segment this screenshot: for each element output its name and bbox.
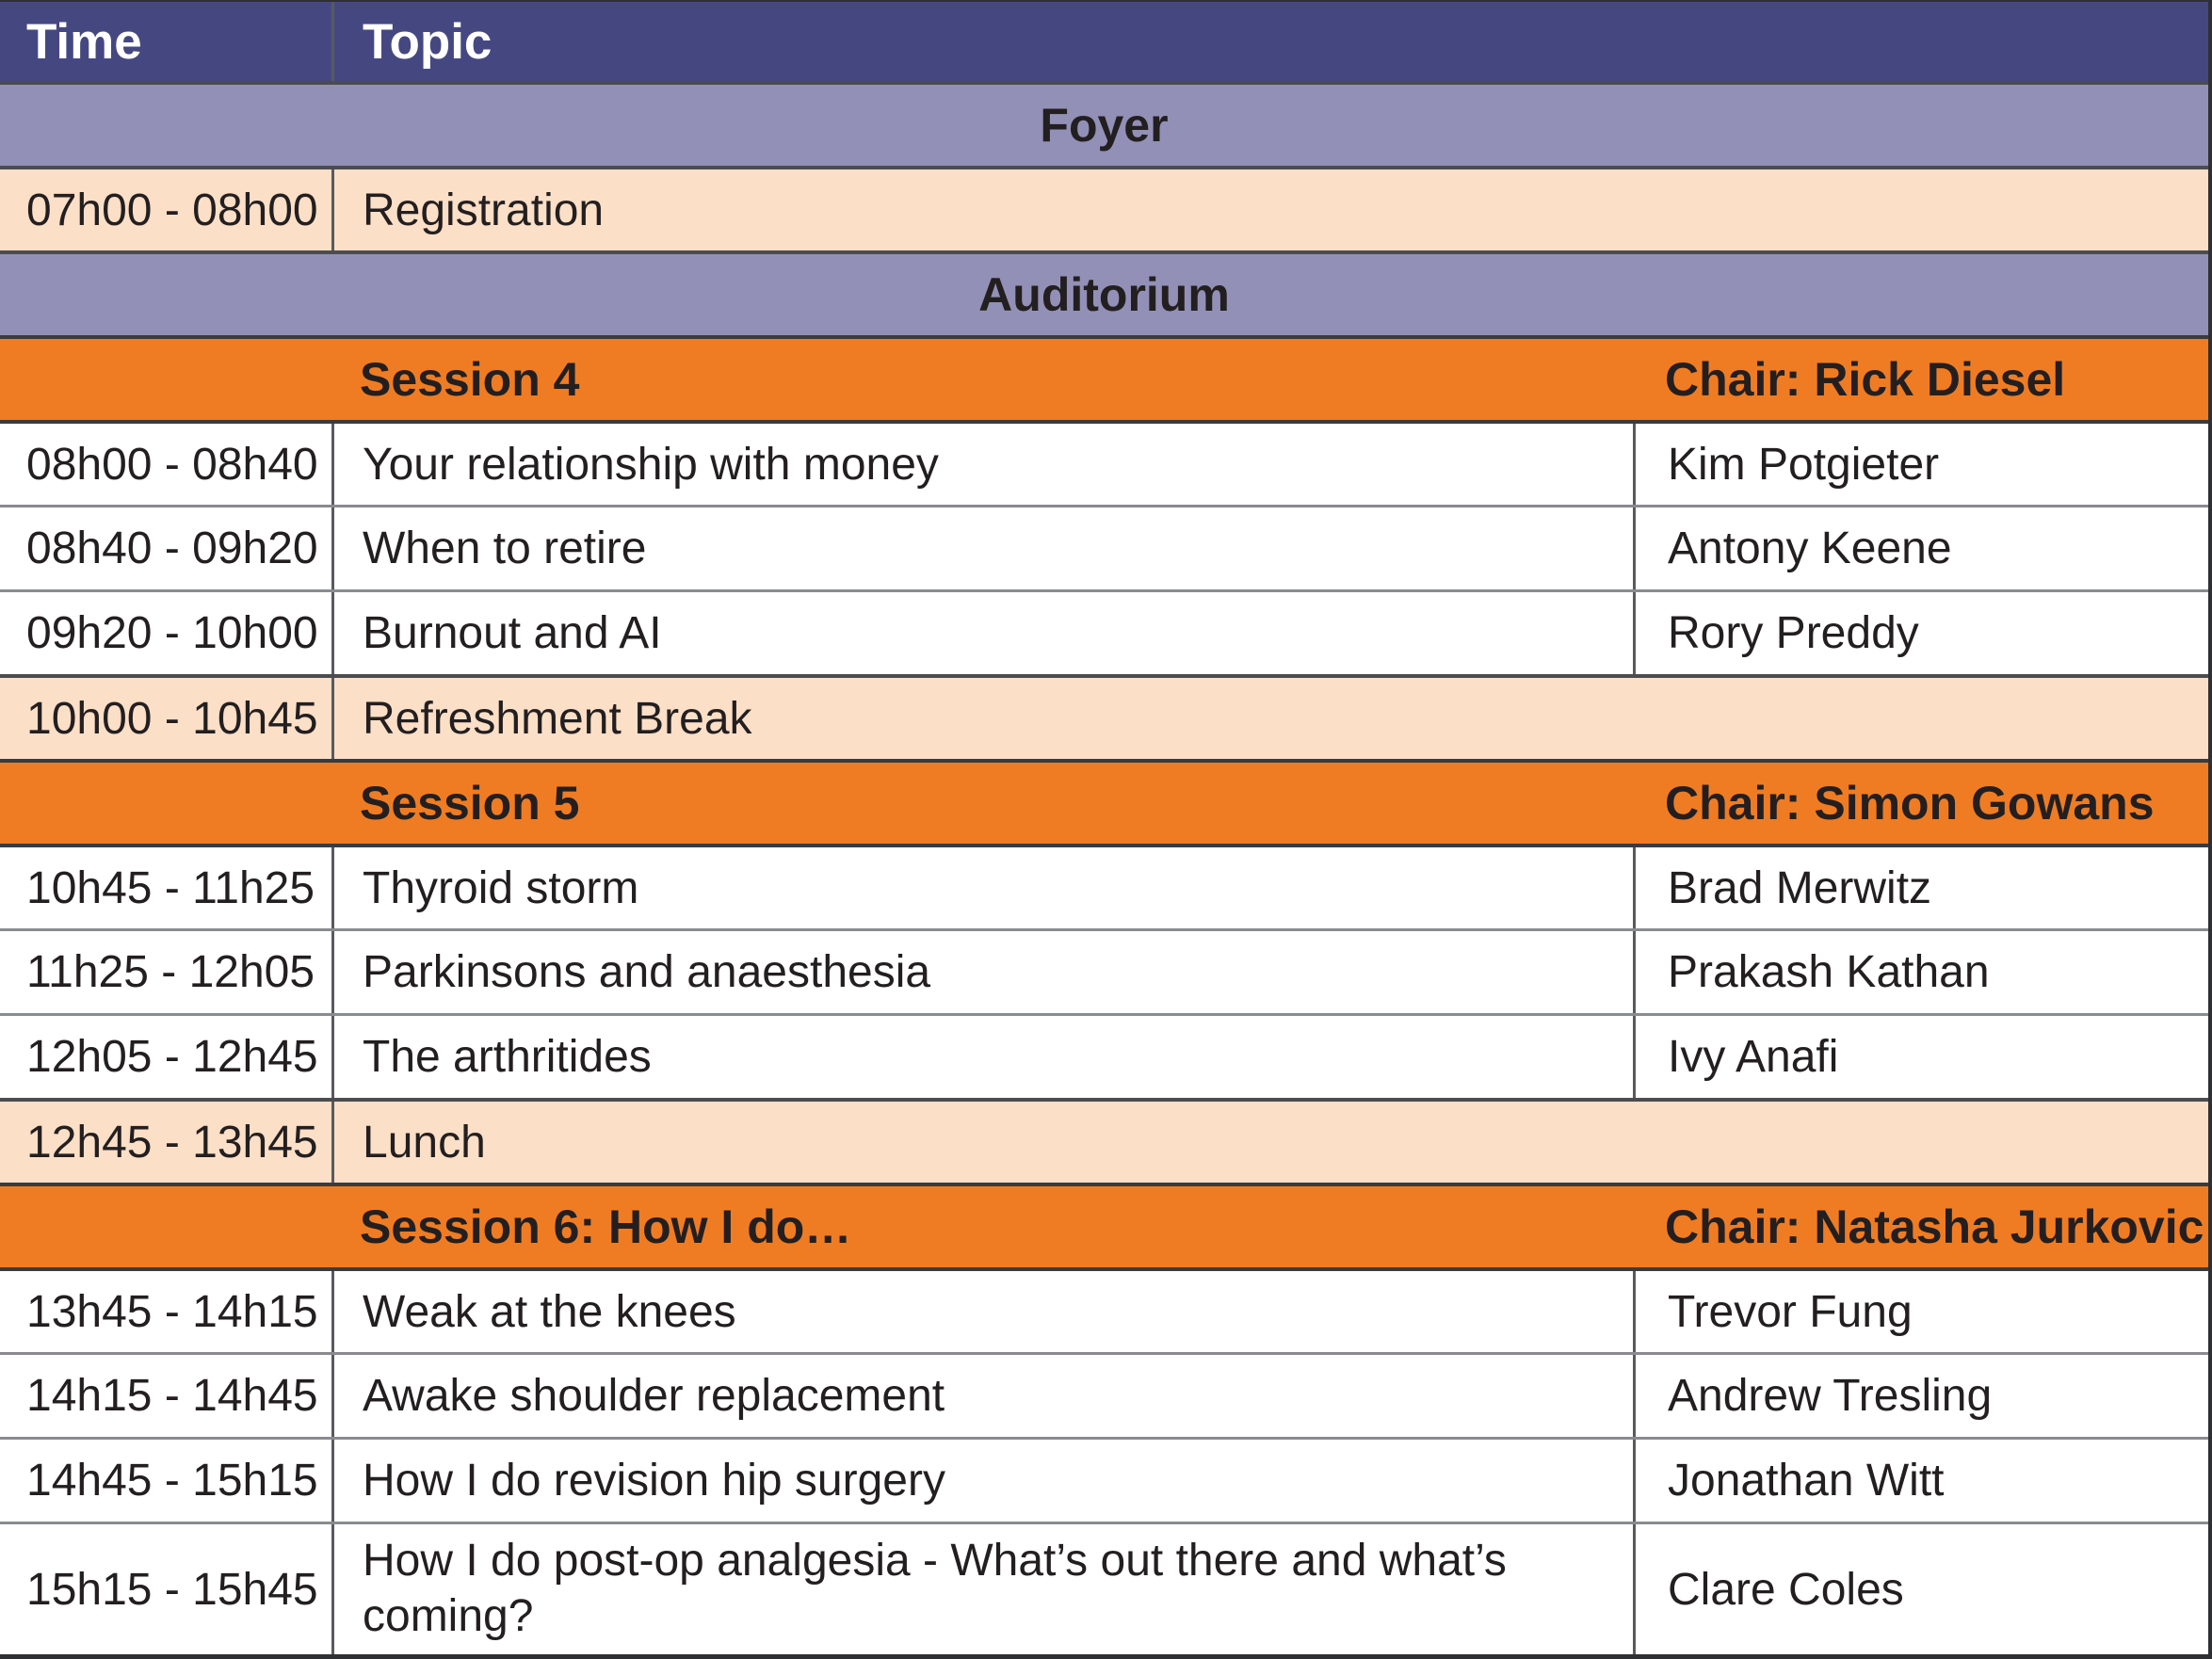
time-value: 15h15 - 15h45 [26, 1564, 318, 1615]
break-row-refreshment [0, 674, 2208, 759]
time-value: 08h40 - 09h20 [26, 523, 318, 573]
talk-row [0, 928, 2208, 1013]
topic-value: Weak at the knees [331, 1271, 1633, 1352]
speaker-value: Brad Merwitz [1633, 847, 2208, 928]
time-value: 12h45 - 13h45 [26, 1117, 318, 1168]
talk-row [0, 505, 2208, 589]
topic-value: Parkinsons and anaesthesia [331, 931, 1633, 1013]
talk-row [0, 420, 2208, 505]
venue-row-auditorium [0, 250, 2208, 335]
time-value: 10h00 - 10h45 [26, 693, 318, 744]
topic-value: How I do post-op analgesia - What’s out there and what’s coming? [331, 1524, 1633, 1654]
header-topic: Topic [331, 2, 2208, 81]
break-row-lunch [0, 1098, 2208, 1183]
speaker-value: Jonathan Witt [1633, 1440, 2208, 1522]
topic-value: Awake shoulder replacement [331, 1355, 1633, 1437]
topic-value: Thyroid storm [331, 847, 1633, 928]
topic-value: Your relationship with money [331, 424, 1633, 505]
topic-value: The arthritides [331, 1016, 1633, 1098]
time-value: 11h25 - 12h05 [26, 947, 315, 997]
session-5-row [0, 759, 2208, 844]
speaker-value: Ivy Anafi [1633, 1016, 2208, 1098]
talk-row [0, 844, 2208, 928]
venue-label: Auditorium [978, 268, 1230, 321]
time-value: 14h45 - 15h15 [26, 1456, 318, 1506]
break-row-registration [0, 166, 2208, 250]
topic-value: When to retire [331, 507, 1633, 589]
talk-row [0, 1352, 2208, 1437]
talk-row [0, 1437, 2208, 1522]
break-label: Lunch [331, 1102, 2208, 1183]
speaker-value: Kim Potgieter [1633, 424, 2208, 505]
venue-label: Foyer [1040, 99, 1169, 152]
session-title: Session 6: How I do… [360, 1200, 852, 1253]
time-value: 14h15 - 14h45 [26, 1371, 318, 1421]
speaker-value: Antony Keene [1633, 507, 2208, 589]
talk-row [0, 589, 2208, 674]
talk-row [0, 1267, 2208, 1352]
time-value: 08h00 - 08h40 [26, 439, 318, 490]
header-row [0, 2, 2208, 81]
session-chair: Chair: Rick Diesel [1665, 353, 2066, 406]
venue-row-foyer [0, 81, 2208, 166]
time-value: 09h20 - 10h00 [26, 608, 318, 658]
break-label: Refreshment Break [331, 678, 2208, 759]
session-4-row [0, 335, 2208, 420]
speaker-value: Trevor Fung [1633, 1271, 2208, 1352]
session-6-row [0, 1183, 2208, 1267]
talk-row [0, 1013, 2208, 1098]
time-value: 12h05 - 12h45 [26, 1032, 318, 1082]
break-label: Registration [331, 169, 2208, 250]
speaker-value: Prakash Kathan [1633, 931, 2208, 1013]
speaker-value: Clare Coles [1633, 1524, 2208, 1654]
session-title: Session 5 [360, 777, 580, 830]
session-chair: Chair: Simon Gowans [1665, 777, 2155, 830]
talk-row [0, 1522, 2208, 1654]
time-value: 07h00 - 08h00 [26, 185, 318, 235]
speaker-value: Rory Preddy [1633, 592, 2208, 674]
time-value: 10h45 - 11h25 [26, 862, 315, 913]
session-title: Session 4 [360, 353, 580, 406]
time-value: 13h45 - 14h15 [26, 1286, 318, 1337]
speaker-value: Andrew Tresling [1633, 1355, 2208, 1437]
header-time: Time [26, 13, 142, 70]
topic-value: How I do revision hip surgery [331, 1440, 1633, 1522]
session-chair: Chair: Natasha Jurkovic [1665, 1200, 2204, 1253]
topic-value: Burnout and AI [331, 592, 1633, 674]
